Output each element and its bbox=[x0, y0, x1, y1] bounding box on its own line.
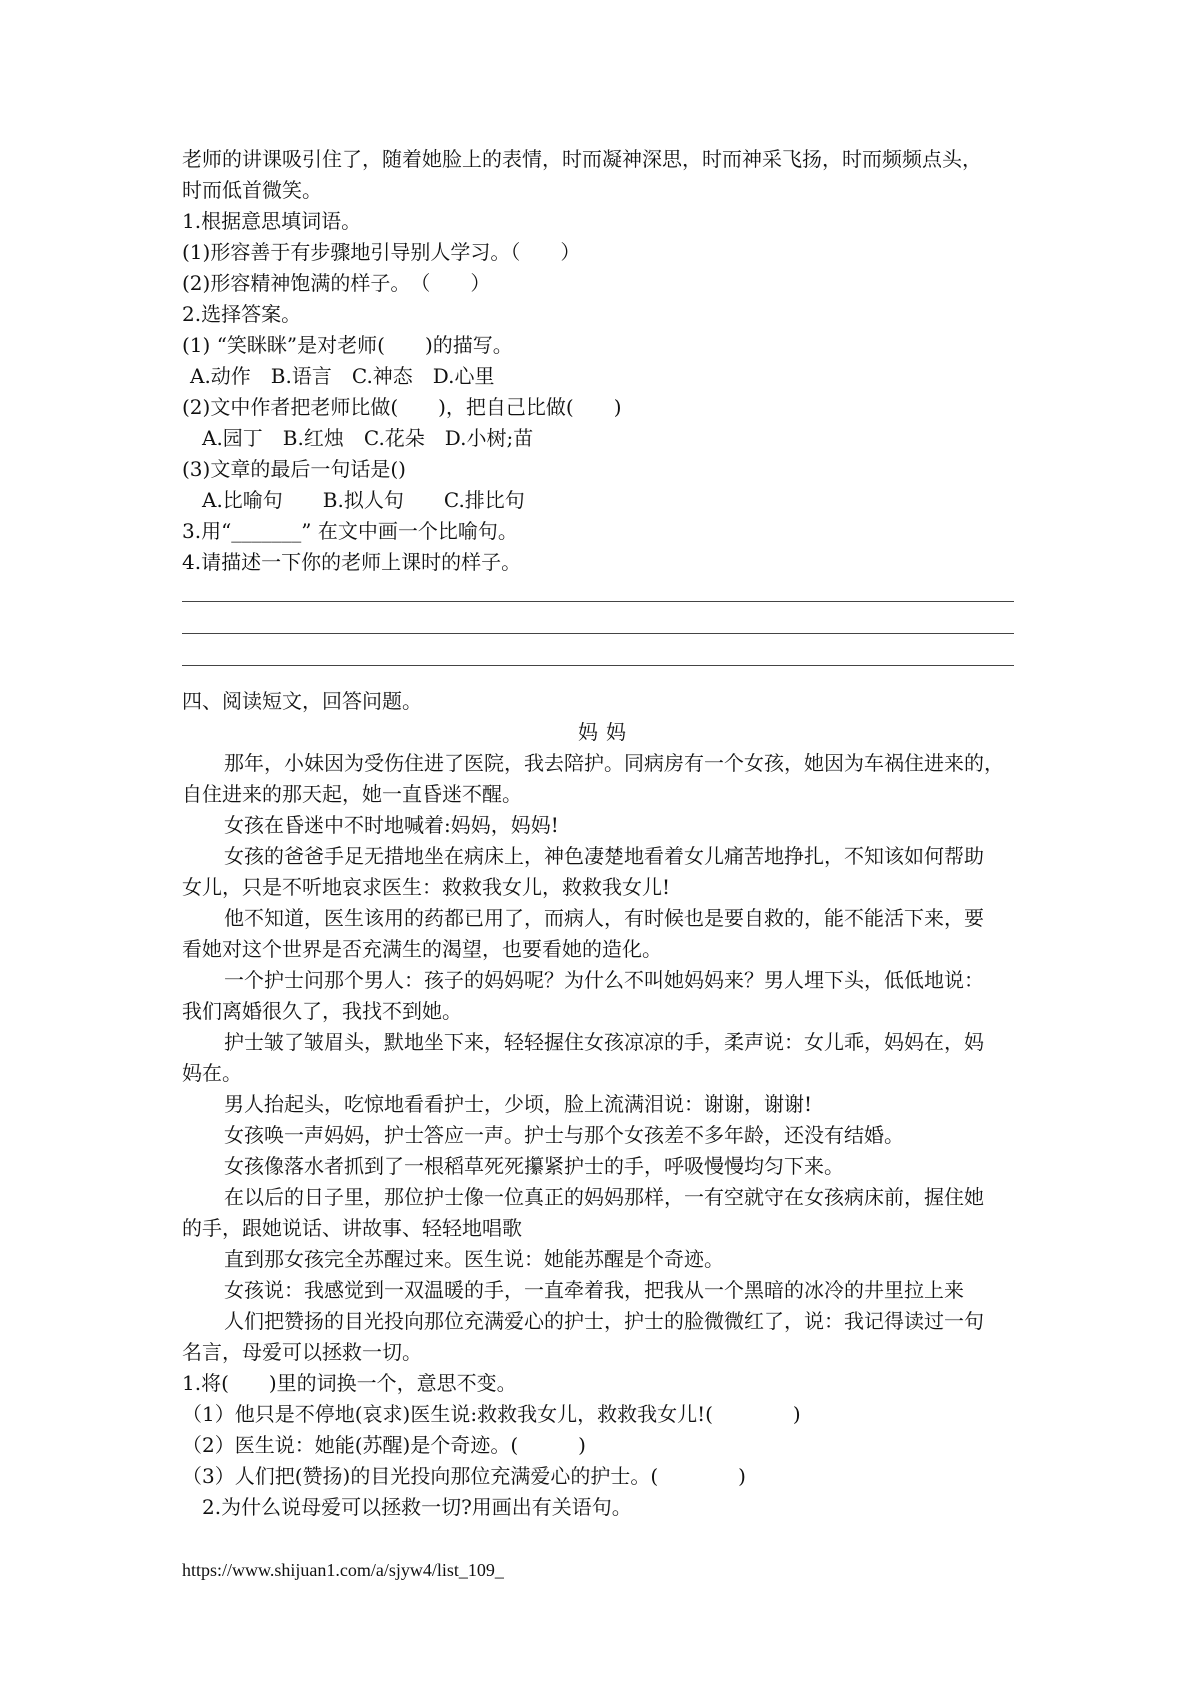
question-2-item-3-options: A.比喻句 B.拟人句 C.排比句 bbox=[202, 488, 525, 512]
section-4-question-1-item-3: （3）人们把(赞扬)的目光投向那位充满爱心的护士。( ) bbox=[182, 1464, 746, 1488]
paragraph-line: 在以后的日子里，那位护士像一位真正的妈妈那样，一有空就守在女孩病床前，握住她 bbox=[224, 1185, 984, 1209]
paragraph-line: 女孩说：我感觉到一双温暖的手，一直牵着我，把我从一个黑暗的冰冷的井里拉上来 bbox=[224, 1278, 964, 1302]
paragraph-line: 我们离婚很久了，我找不到她。 bbox=[182, 999, 462, 1023]
paragraph-line: 自住进来的那天起，她一直昏迷不醒。 bbox=[182, 782, 522, 806]
paragraph-line: 女儿，只是不听地哀求医生：救救我女儿，救救我女儿! bbox=[182, 875, 671, 899]
question-2-item-3: (3)文章的最后一句话是() bbox=[182, 457, 406, 481]
question-1-item-1: (1)形容善于有步骤地引导别人学习。（ ） bbox=[182, 240, 581, 264]
question-4: 4.请描述一下你的老师上课时的样子。 bbox=[182, 550, 522, 574]
passage-paragraphs bbox=[182, 748, 1014, 1368]
section-4-question-1-title: 1.将( )里的词换一个，意思不变。 bbox=[182, 1371, 517, 1395]
paragraph-line: 女孩在昏迷中不时地喊着:妈妈，妈妈! bbox=[224, 813, 559, 837]
footer-url: https://www.shijuan1.com/a/sjyw4/list_109_ bbox=[182, 1560, 504, 1580]
section-4-heading: 四、阅读短文，回答问题。 bbox=[182, 689, 422, 713]
question-2-item-2-options: A.园丁 B.红烛 C.花朵 D.小树;苗 bbox=[202, 426, 534, 450]
paragraph-line: 那年，小妹因为受伤住进了医院，我去陪护。同病房有一个女孩，她因为车祸住进来的， bbox=[224, 751, 1004, 775]
question-1-item-2: (2)形容精神饱满的样子。 （ ） bbox=[182, 271, 491, 295]
question-2-title: 2.选择答案。 bbox=[182, 302, 302, 326]
question-2-item-2: (2)文中作者把老师比做( )，把自己比做( ) bbox=[182, 395, 622, 419]
question-3: 3.用“_______” 在文中画一个比喻句。 bbox=[182, 519, 518, 543]
paragraph-line: 护士皱了皱眉头，默地坐下来，轻轻握住女孩凉凉的手，柔声说：女儿乖，妈妈在，妈 bbox=[224, 1030, 984, 1054]
paragraph-line: 女孩的爸爸手足无措地坐在病床上，神色凄楚地看着女儿痛苦地挣扎，不知该如何帮助 bbox=[224, 844, 984, 868]
question-2-item-1: (1) “笑眯眯”是对老师( )的描写。 bbox=[182, 333, 513, 357]
section-4-question-1-item-2: （2）医生说：她能(苏醒)是个奇迹。( ) bbox=[182, 1433, 586, 1457]
paragraph-line: 妈在。 bbox=[182, 1061, 242, 1085]
answer-line bbox=[182, 642, 1014, 674]
paragraph-line: 名言，母爱可以拯救一切。 bbox=[182, 1340, 422, 1364]
passage-line: 时而低首微笑。 bbox=[182, 178, 322, 202]
section-4-question-2: 2.为什么说母爱可以拯救一切?用画出有关语句。 bbox=[202, 1495, 632, 1519]
passage-line: 老师的讲课吸引住了，随着她脸上的表情，时而凝神深思，时而神采飞扬，时而频频点头， bbox=[182, 147, 982, 171]
document-body bbox=[182, 144, 1014, 1523]
paragraph-line: 人们把赞扬的目光投向那位充满爱心的护士，护士的脸微微红了，说：我记得读过一句 bbox=[224, 1309, 984, 1333]
paragraph-line: 女孩像落水者抓到了一根稻草死死攥紧护士的手，呼吸慢慢均匀下来。 bbox=[224, 1154, 844, 1178]
section-4-question-1-item-1: （1）他只是不停地(哀求)医生说:救救我女儿，救救我女儿!( ) bbox=[182, 1402, 801, 1426]
answer-line bbox=[182, 610, 1014, 642]
question-1-title: 1.根据意思填词语。 bbox=[182, 209, 362, 233]
paragraph-line: 男人抬起头，吃惊地看看护士，少顷，脸上流满泪说：谢谢，谢谢! bbox=[224, 1092, 813, 1116]
answer-line bbox=[182, 578, 1014, 610]
paragraph-line: 的手，跟她说话、讲故事、轻轻地唱歌 bbox=[182, 1216, 522, 1240]
paragraph-line: 他不知道，医生该用的药都已用了，而病人，有时候也是要自救的，能不能活下来，要 bbox=[224, 906, 984, 930]
paragraph-line: 女孩唤一声妈妈，护士答应一声。护士与那个女孩差不多年龄，还没有结婚。 bbox=[224, 1123, 904, 1147]
passage-title: 妈妈 bbox=[578, 720, 634, 744]
paragraph-line: 一个护士问那个男人：孩子的妈妈呢？为什么不叫她妈妈来？男人埋下头，低低地说： bbox=[224, 968, 984, 992]
paragraph-line: 看她对这个世界是否充满生的渴望，也要看她的造化。 bbox=[182, 937, 662, 961]
spacer bbox=[182, 674, 1014, 686]
question-2-item-1-options: A.动作 B.语言 C.神态 D.心里 bbox=[190, 364, 495, 388]
paragraph-line: 直到那女孩完全苏醒过来。医生说：她能苏醒是个奇迹。 bbox=[224, 1247, 724, 1271]
